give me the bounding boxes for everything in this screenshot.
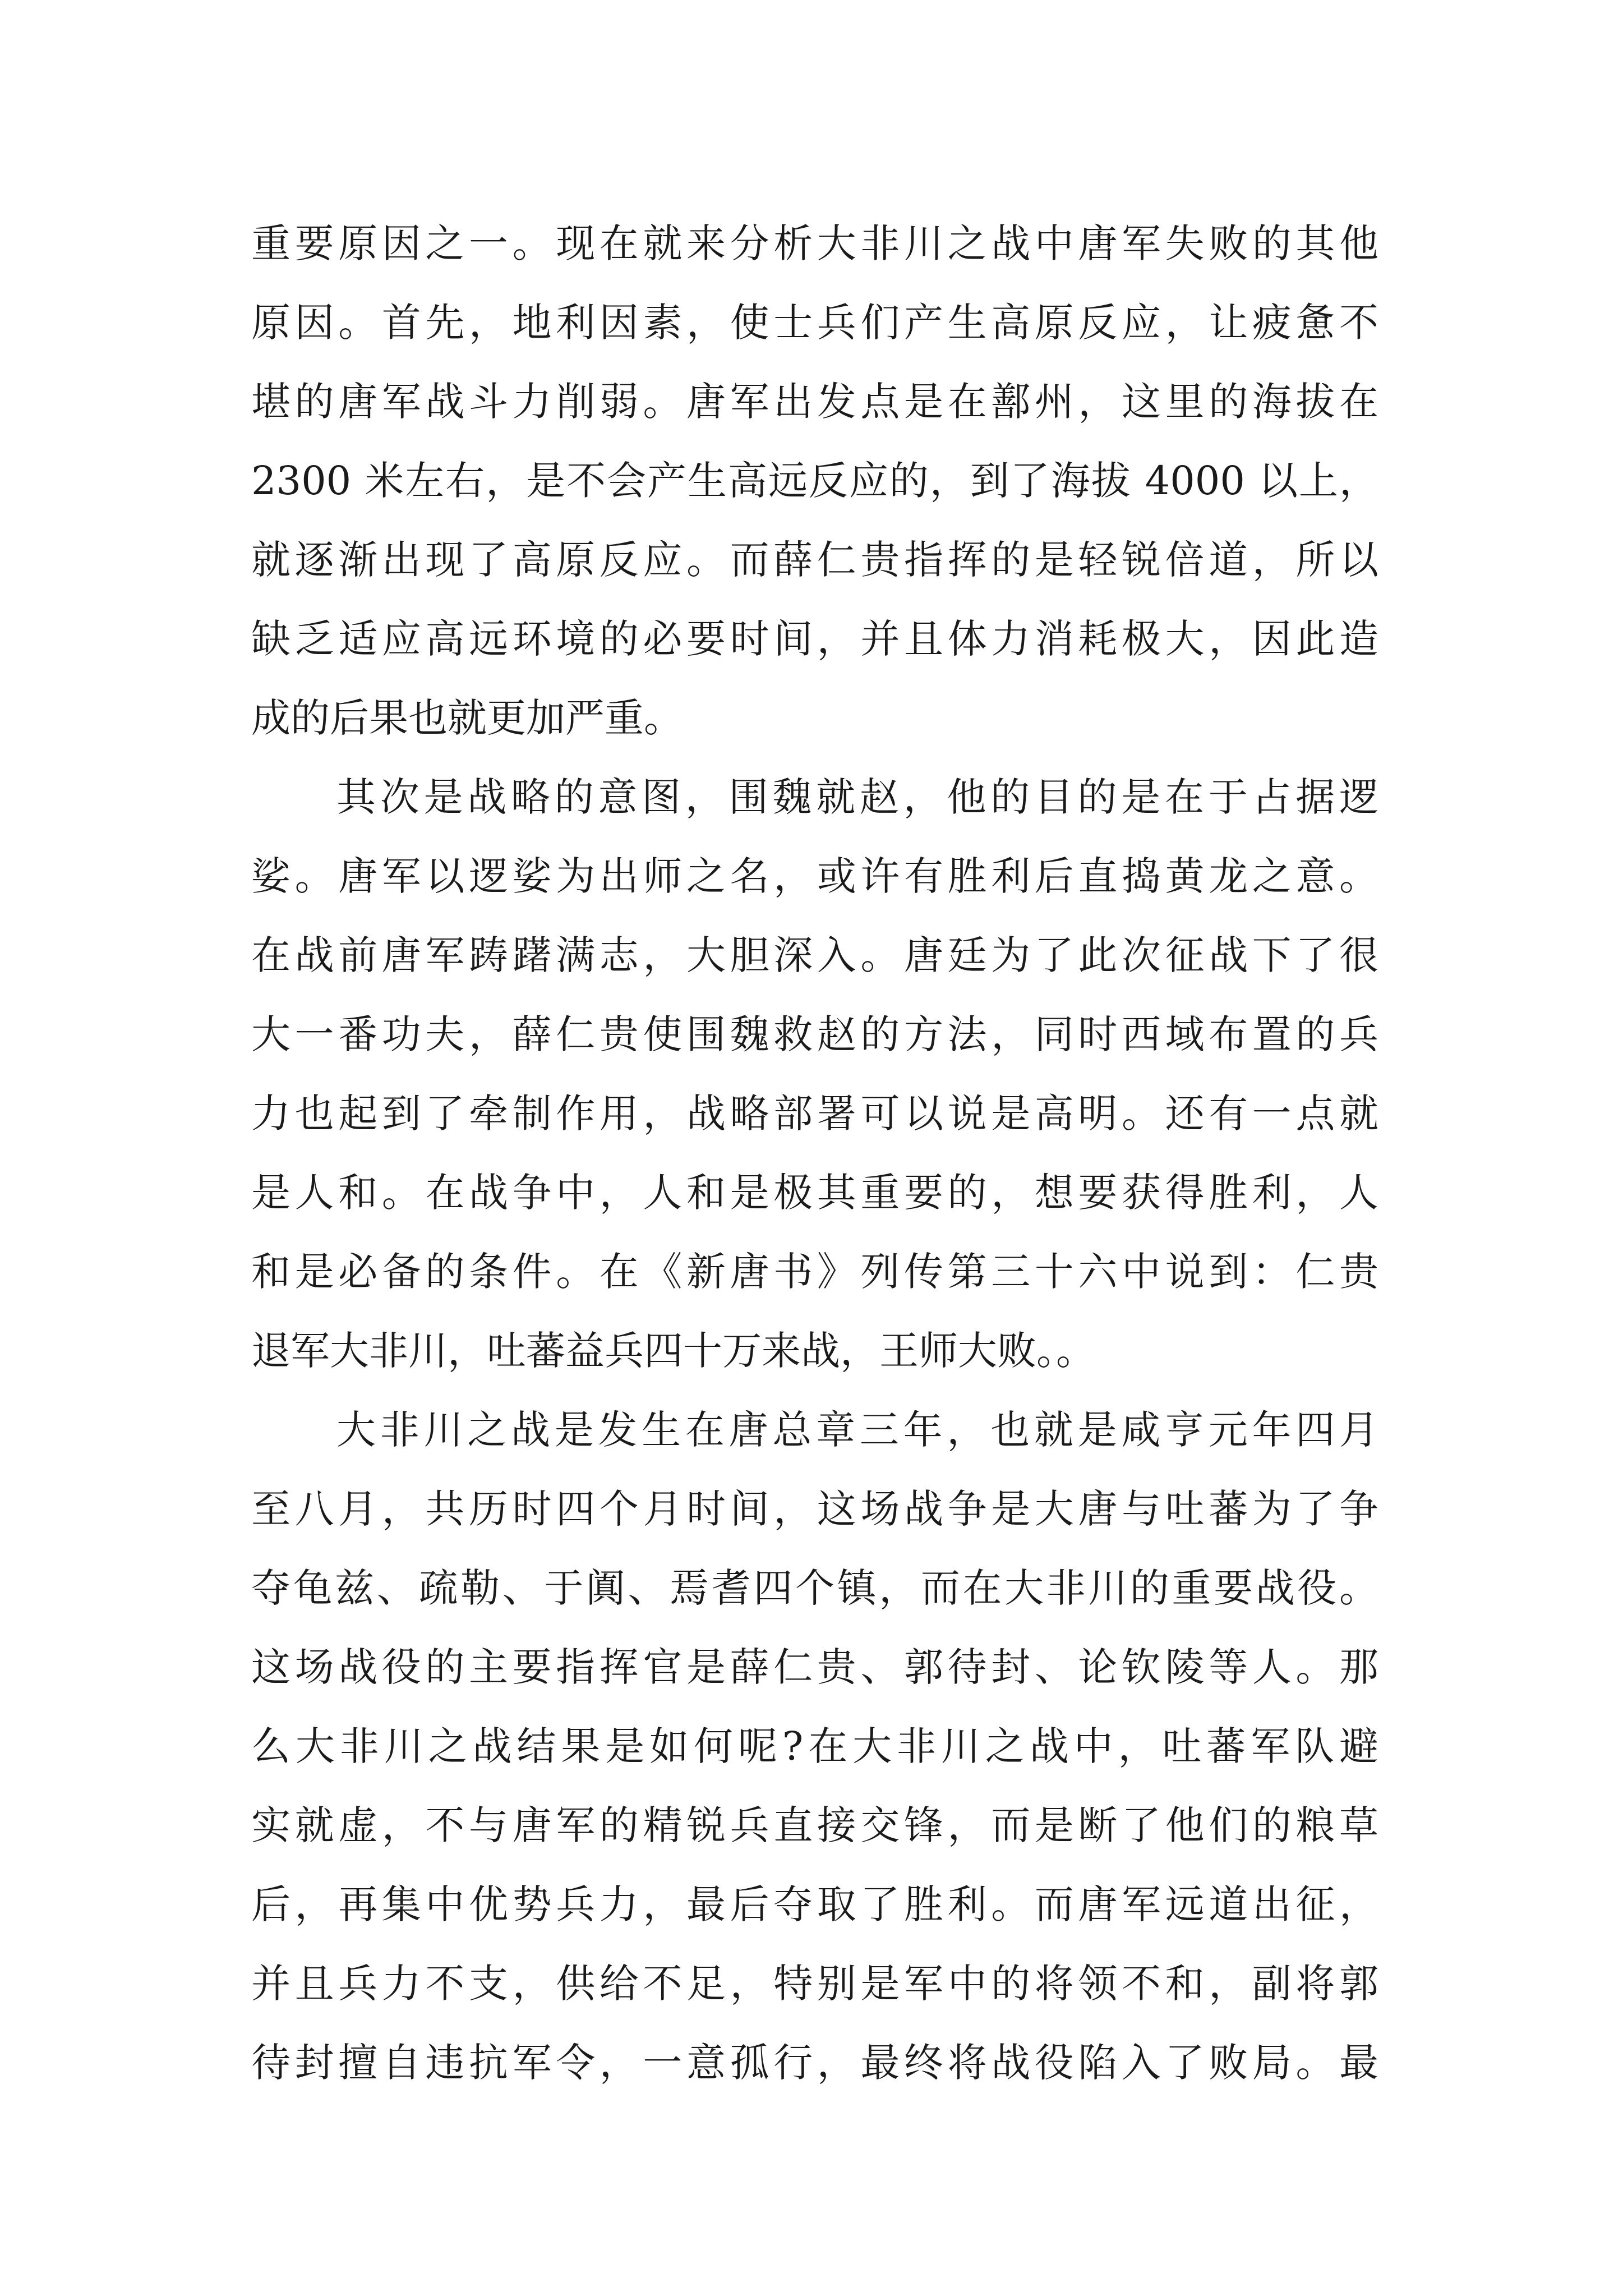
paragraph-1-line-5: 就逐渐出现了高原反应。而薛仁贵指挥的是轻锐倍道，所以 (251, 537, 1378, 583)
paragraph-1-line-6: 缺乏适应高远环境的必要时间，并且体力消耗极大，因此造 (251, 616, 1378, 662)
paragraph-2-line-6: 是人和。在战争中，人和是极其重要的，想要获得胜利，人 (251, 1170, 1378, 1216)
paragraph-2-line-2: 娑。唐军以逻娑为出师之名，或许有胜利后直捣黄龙之意。 (251, 853, 1378, 899)
paragraph-3-line-8: 并且兵力不支，供给不足，特别是军中的将领不和，副将郭 (251, 1961, 1378, 2007)
paragraph-3-line-1: 大非川之战是发生在唐总章三年，也就是咸亨元年四月 (336, 1407, 1378, 1453)
paragraph-2-line-7: 和是必备的条件。在《新唐书》列传第三十六中说到：仁贵 (251, 1249, 1378, 1295)
paragraph-1-line-2: 原因。首先，地利因素，使士兵们产生高原反应，让疲惫不 (251, 300, 1378, 346)
paragraph-3-line-2: 至八月，共历时四个月时间，这场战争是大唐与吐蕃为了争 (251, 1486, 1378, 1532)
paragraph-3-line-9: 待封擅自违抗军令，一意孤行，最终将战役陷入了败局。最 (251, 2040, 1378, 2086)
paragraph-1-line-7: 成的后果也就更加严重。 (251, 695, 683, 741)
paragraph-3-line-5: 么大非川之战结果是如何呢?在大非川之战中，吐蕃军队避 (251, 1723, 1378, 1769)
paragraph-3-line-6: 实就虚，不与唐军的精锐兵直接交锋，而是断了他们的粮草 (251, 1802, 1378, 1848)
paragraph-1-line-3: 堪的唐军战斗力削弱。唐军出发点是在鄯州，这里的海拔在 (251, 379, 1378, 425)
paragraph-2-line-5: 力也起到了牵制作用，战略部署可以说是高明。还有一点就 (251, 1091, 1378, 1137)
paragraph-2-line-4: 大一番功夫，薛仁贵使围魏救赵的方法，同时西域布置的兵 (251, 1011, 1378, 1057)
paragraph-1-line-4: 2300 米左右，是不会产生高远反应的，到了海拔 4000 以上， (251, 458, 1378, 504)
paragraph-2-line-1: 其次是战略的意图，围魏就赵，他的目的是在于占据逻 (336, 774, 1378, 820)
paragraph-3-line-4: 这场战役的主要指挥官是薛仁贵、郭待封、论钦陵等人。那 (251, 1644, 1378, 1690)
paragraph-3-line-7: 后，再集中优势兵力，最后夺取了胜利。而唐军远道出征， (251, 1881, 1378, 1927)
paragraph-2-line-3: 在战前唐军踌躇满志，大胆深入。唐廷为了此次征战下了很 (251, 932, 1378, 978)
paragraph-3-line-3: 夺龟兹、疏勒、于阗、焉耆四个镇，而在大非川的重要战役。 (251, 1565, 1378, 1611)
paragraph-2-line-8: 退军大非川，吐蕃益兵四十万来战，王师大败。。 (251, 1328, 1095, 1374)
paragraph-1-line-1: 重要原因之一。现在就来分析大非川之战中唐军失败的其他 (251, 220, 1378, 266)
